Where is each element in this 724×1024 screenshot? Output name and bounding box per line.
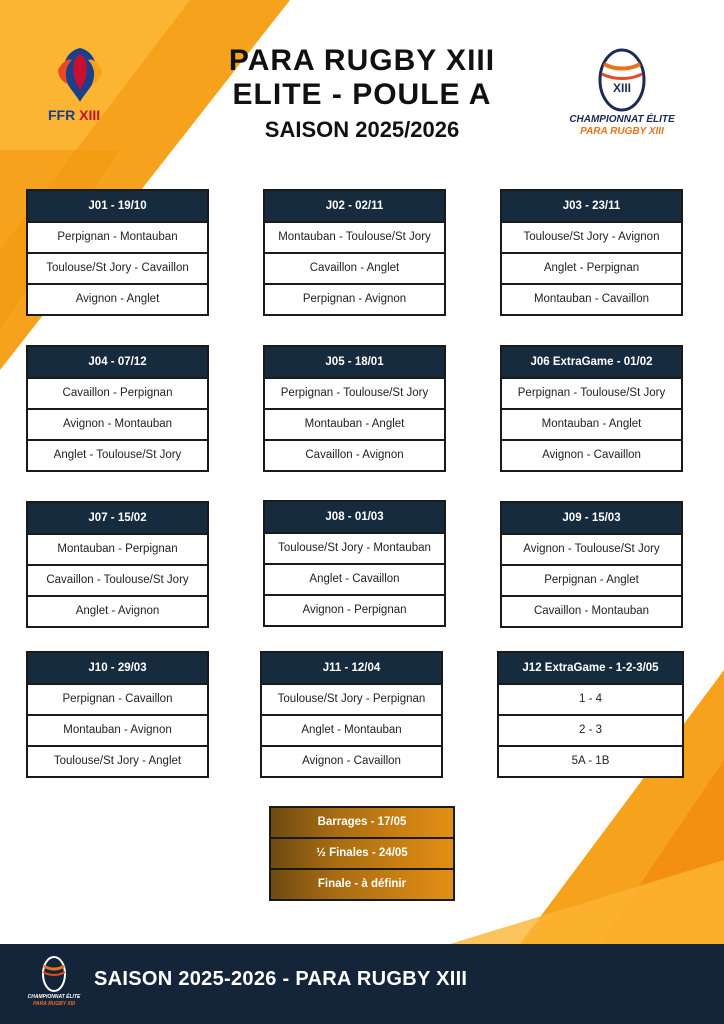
round-title: J06 ExtraGame - 01/02 — [502, 347, 681, 377]
match-row: Anglet - Perpignan — [502, 252, 681, 283]
match-row: Perpignan - Montauban — [28, 221, 207, 252]
round-title: J12 ExtraGame - 1-2-3/05 — [499, 653, 682, 683]
match-row: Montauban - Cavaillon — [502, 283, 681, 314]
page-title — [190, 44, 534, 146]
round-card — [263, 189, 446, 316]
round-title: J05 - 18/01 — [265, 347, 444, 377]
round-card — [26, 189, 209, 316]
match-row: Avignon - Cavaillon — [502, 439, 681, 470]
playoff-row: ½ Finales - 24/05 — [271, 837, 453, 868]
playoff-row: Finale - à définir — [271, 868, 453, 899]
match-row: Montauban - Anglet — [502, 408, 681, 439]
match-row: Montauban - Perpignan — [28, 533, 207, 564]
playoffs-box — [269, 806, 455, 901]
round-card — [26, 345, 209, 472]
match-row: Perpignan - Avignon — [265, 283, 444, 314]
round-title: J11 - 12/04 — [262, 653, 441, 683]
round-card — [263, 345, 446, 472]
round-title: J09 - 15/03 — [502, 503, 681, 533]
match-row: Cavaillon - Avignon — [265, 439, 444, 470]
title-line-3: SAISON 2025/2026 — [264, 117, 460, 142]
match-row: Montauban - Toulouse/St Jory — [265, 221, 444, 252]
match-row: Avignon - Anglet — [28, 283, 207, 314]
logo-badge-text: XIII — [612, 81, 632, 95]
match-row: Toulouse/St Jory - Avignon — [502, 221, 681, 252]
footer-logo-line-2: PARA RUGBY XIII — [33, 1001, 75, 1007]
rugby-ball-icon — [24, 952, 84, 994]
match-row: Cavaillon - Toulouse/St Jory — [28, 564, 207, 595]
round-card — [500, 501, 683, 628]
match-row: Avignon - Montauban — [28, 408, 207, 439]
round-card — [500, 189, 683, 316]
rugby-ball-icon — [560, 40, 684, 112]
round-card — [497, 651, 684, 778]
match-row: Montauban - Avignon — [28, 714, 207, 745]
title-line-2: ELITE - POULE A — [232, 78, 492, 111]
round-card — [26, 651, 209, 778]
match-row: Anglet - Cavaillon — [265, 563, 444, 594]
match-row: Cavaillon - Montauban — [502, 595, 681, 626]
logo-line-2: PARA RUGBY XIII — [580, 126, 664, 137]
rooster-icon — [40, 40, 120, 110]
match-row: Cavaillon - Anglet — [265, 252, 444, 283]
match-row: Anglet - Avignon — [28, 595, 207, 626]
match-row: Avignon - Perpignan — [265, 594, 444, 625]
match-row: Toulouse/St Jory - Perpignan — [262, 683, 441, 714]
match-row: Perpignan - Cavaillon — [28, 683, 207, 714]
match-row: Avignon - Cavaillon — [262, 745, 441, 776]
round-title: J08 - 01/03 — [265, 502, 444, 532]
match-row: Cavaillon - Perpignan — [28, 377, 207, 408]
match-row: 5A - 1B — [499, 745, 682, 776]
footer-banner — [0, 944, 724, 1024]
match-row: Perpignan - Toulouse/St Jory — [502, 377, 681, 408]
round-card — [500, 345, 683, 472]
match-row: Toulouse/St Jory - Anglet — [28, 745, 207, 776]
title-line-1: PARA RUGBY XIII — [228, 44, 496, 77]
match-row: 1 - 4 — [499, 683, 682, 714]
round-card — [26, 501, 209, 628]
match-row: Avignon - Toulouse/St Jory — [502, 533, 681, 564]
match-row: Montauban - Anglet — [265, 408, 444, 439]
ffr-logo — [40, 40, 120, 140]
match-row: Toulouse/St Jory - Montauban — [265, 532, 444, 563]
round-card — [260, 651, 443, 778]
ffr-logo-text: FFR XIII — [48, 107, 101, 123]
match-row: Toulouse/St Jory - Cavaillon — [28, 252, 207, 283]
match-row: Perpignan - Toulouse/St Jory — [265, 377, 444, 408]
logo-line-1: CHAMPIONNAT ÉLITE — [569, 114, 675, 125]
footer-logo-line-1: CHAMPIONNAT ÉLITE — [27, 994, 81, 1000]
footer-logo — [24, 952, 84, 1016]
round-card — [263, 500, 446, 627]
playoff-row: Barrages - 17/05 — [271, 808, 453, 837]
match-row: Perpignan - Anglet — [502, 564, 681, 595]
match-row: Anglet - Toulouse/St Jory — [28, 439, 207, 470]
round-title: J04 - 07/12 — [28, 347, 207, 377]
match-row: Anglet - Montauban — [262, 714, 441, 745]
footer-text: SAISON 2025-2026 - PARA RUGBY XIII — [94, 968, 468, 990]
round-title: J02 - 02/11 — [265, 191, 444, 221]
championnat-elite-logo — [560, 40, 684, 140]
round-title: J10 - 29/03 — [28, 653, 207, 683]
match-row: 2 - 3 — [499, 714, 682, 745]
round-title: J01 - 19/10 — [28, 191, 207, 221]
round-title: J07 - 15/02 — [28, 503, 207, 533]
round-title: J03 - 23/11 — [502, 191, 681, 221]
